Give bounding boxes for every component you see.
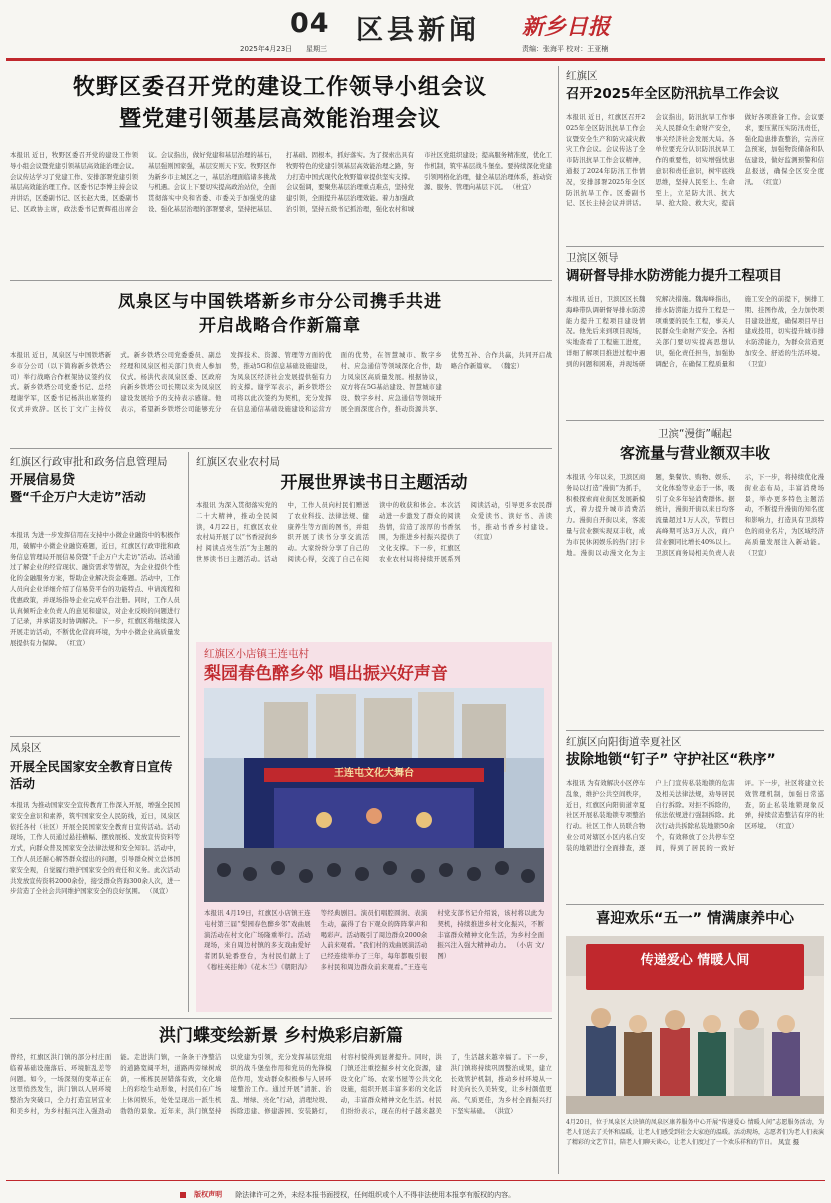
manzhan-title: 客流量与营业额双丰收 <box>619 444 770 462</box>
lock-body-text: 本报讯 为有效解决小区停车乱象，维护公共空间秩序，近日，红旗区向阳街道幸夏社区开展私装地锁专项整治行动。社区工作人员联合物业公司对辖区小区内私自安装的地锁进行全面排查，逐户上门宣传私装地锁的危害及相关法律法规，劝导居民自行拆除。对拒不拆除的，依法依规进行强制拆除。此次行动共拆除私装地锁50余个，有效释放了公共停车空间，得到了居民的一致好评。下一步，社区将建立长效管理机制，加强日常巡查，防止私装地锁现象反弹，持续营造整洁有序的社区环境。 <box>566 779 824 852</box>
manzhan-byline: （卫宣） <box>744 548 771 557</box>
drainage-body-text: 本报讯 近日，卫滨区区长魏海峰带队调研督导排水防涝能力提升工程项目建设情况。他先后来到项目现场，实地查看了工程施工进度，详细了解项目推进过程中遇到的问题和困难，并现场研究解决措施。魏海峰指出，排水防涝能力提升工程是一项重要的民生工程，事关人民群众生命财产安全。各相关部门要切实提高思想认识，强化责任担当，加强协调配合，在确保工程质量和施工安全的前提下，倒排工期、挂图作战，全力加快项目建设进度，确保项目早日建成投用，切实提升城市排水防涝能力，为群众营造更加安全、舒适的生活环境。 <box>566 295 824 368</box>
reading-title: 开展世界读书日主题活动 <box>280 473 468 493</box>
lock-body <box>566 778 824 900</box>
security-byline: （凤宣） <box>146 887 172 896</box>
page-header <box>0 0 831 62</box>
fengquan-byline: （魏宏） <box>497 361 524 370</box>
lock-byline: （红宣） <box>772 822 798 831</box>
security-body <box>10 800 180 1012</box>
header-rule <box>6 58 825 61</box>
header-date: 2025年4月23日 <box>240 45 293 53</box>
reading-body-text: 本报讯 为深入贯彻落实党的二十大精神，推动全民阅读，4月22日，红旗区农业农村局开展了以“书香浸润乡村 阅读点亮生活”为主题的世界读书日主题活动。活动中，工作人员向村民们赠送了农业科技、法律法规、健康养生等方面的图书，并组织开展了读书分享交流活动。大家纷纷分享了自己的阅读心得，交流了自己在阅读中的收获和体会。本次活动进一步激发了群众的阅读热情，营造了浓厚的书香氛围，为推进乡村振兴提供了文化支撑。下一步，红旗区农业农村局将持续开展系列阅读活动，引导更多农民群众爱读书、读好书、善读书，推动书香乡村建设。 <box>196 501 552 563</box>
wuyi-caption-text: 4月20日，位于凤泉区大块镇的凤泉区康养服务中心开展“传递爱心 情暖人间”志愿服务活动，为老人们送去了关怀和温暖，让老人们感受到社会大家庭的温暖。活动现场，志愿者们为老人们表演了精彩的文艺节目，陪老人们聊天谈心，让老人们度过了一个欢乐祥和的节日。 <box>566 1119 824 1146</box>
flood-heading <box>566 70 824 103</box>
divider <box>566 730 824 731</box>
opera-title: 梨园春色醉乡邻 唱出振兴好声音 <box>204 664 448 684</box>
column-divider <box>188 452 189 1012</box>
hongqi-credit-title-line1: 开展信易贷 <box>10 473 76 488</box>
reading-kicker: 红旗区农业农村局 <box>196 456 280 468</box>
drainage-kicker: 卫滨区领导 <box>566 252 619 264</box>
hongmen-title: 洪门蝶变绘新景 乡村焕彩启新篇 <box>159 1026 403 1046</box>
wuyi-photo <box>566 936 824 1114</box>
drainage-byline: （卫宣） <box>744 359 771 368</box>
footer <box>180 1184 820 1198</box>
hongmen-byline: （洪宣） <box>491 1106 517 1115</box>
hongmen-body-text: 曾经，红旗区洪门镇的部分村庄面临着基础设施落后、环境脏乱差等问题。如今，一场深刻的变革正在这里悄然发生，洪门镇以人居环境整治为突破口，全力打造宜居宜业和美乡村，为乡村振兴注入强劲动能。走进洪门镇，一条条干净整洁的道路宽阔平坦，道路两旁绿树成荫，一栋栋民居错落有致，文化墙上的彩绘生动形象，村民们在广场上休闲娱乐，处处呈现出一派生机勃勃的景象。近年来，洪门镇坚持以党建为引领，充分发挥基层党组织的战斗堡垒作用和党员的先锋模范作用，发动群众积极参与人居环境整治工作。通过开展“清脏、治乱、增绿、亮化”行动，清理垃圾、拆除违建、修建游园、安装路灯，村容村貌得到显著提升。同时，洪门镇还注重挖掘乡村文化资源，建设文化广场、农家书屋等公共文化设施，组织开展丰富多彩的文化活动，丰富群众精神文化生活。村民们纷纷表示，现在的村子越来越美了，生活越来越幸福了。下一步，洪门镇将持续巩固整治成果，建立长效管护机制，推动乡村环境从一时美向长久美转变，让乡村颜值更高、气质更佳，为乡村全面振兴打下坚实基础。 <box>10 1053 552 1115</box>
reading-body <box>196 500 552 636</box>
hongqi-credit-body <box>10 530 180 730</box>
manzhan-body-text: 本报讯 今年以来，卫滨区商务局以打造“漫街”为抓手，积极探索商业街区发展新模式，着力提升城市消费活力。漫街自开街以来，客流量与营业额实现双丰收，成为市民休闲娱乐的热门打卡地。漫街以动漫文化为主题，集餐饮、购物、娱乐、文化体验等业态于一体，吸引了众多年轻消费群体。据统计，漫街开街以来日均客流量超过1万人次，节假日高峰期可达3万人次，商户营业额同比增长40%以上。卫滨区商务局相关负责人表示，下一步，将持续优化漫街业态布局，丰富消费场景，举办更多特色主题活动，不断提升漫街的知名度和影响力，打造具有卫滨特色的商业名片，为区域经济高质量发展注入新动能。 <box>566 473 824 557</box>
lock-kicker: 红旗区向阳街道幸夏社区 <box>566 736 682 748</box>
footer-label: 版权声明 <box>194 1190 223 1199</box>
newspaper-logo: 新乡日报 <box>522 14 611 40</box>
divider <box>566 246 824 247</box>
fengquan-headline-line2: 开启战略合作新篇章 <box>199 316 361 336</box>
drainage-title: 调研督导排水防涝能力提升工程项目 <box>566 268 782 284</box>
divider <box>10 448 552 449</box>
divider <box>10 280 552 281</box>
wuyi-title: 喜迎欢乐“五一” 情满康养中心 <box>595 911 795 927</box>
manzhan-body <box>566 472 824 724</box>
opera-kicker: 红旗区小店镇王连屯村 <box>204 648 309 660</box>
opera-stage-image <box>204 688 544 902</box>
opera-byline: （小店 文/图） <box>437 941 544 961</box>
security-title: 开展全民国家安全教育日宣传活动 <box>10 759 173 791</box>
muye-headline <box>10 72 550 136</box>
page-number: 04 <box>290 8 330 39</box>
hongqi-credit-title-line2: 暨“千企万户大走访”活动 <box>10 490 146 504</box>
divider <box>10 1018 552 1019</box>
security-kicker: 凤泉区 <box>10 742 42 754</box>
hongqi-credit-body-text: 本报讯 为进一步发挥信用在支持中小微企业融资中的积极作用，破解中小微企业融资难题，近日，红旗区行政审批和政务信息管理局开展信易贷暨“千企万户大走访”活动。活动通过了解企业的经营现状、融资需求等情况，为企业提供个性化的金融服务方案，帮助企业解决资金难题。活动中，工作人员向企业详细介绍了信易贷平台的功能特点、申请流程和优惠政策，并现场指导企业完成平台注册。同时，工作人员认真倾听企业负责人的意见和建议，对企业反映的问题进行了记录，并承诺及时协调解决。下一步，红旗区将继续深入开展走访活动，不断优化营商环境，为中小微企业高质量发展提供有力保障。 <box>10 531 180 647</box>
fengquan-headline-line1: 凤泉区与中国铁塔新乡市分公司携手共进 <box>118 292 442 312</box>
footer-marker <box>180 1192 186 1198</box>
flood-title: 召开2025年全区防汛抗旱工作会议 <box>566 86 780 102</box>
security-heading <box>10 742 180 792</box>
opera-photo <box>204 688 544 902</box>
care-center-banner: 传递爱心 情暖人间 <box>640 953 750 968</box>
reading-byline: （红宣） <box>470 533 497 542</box>
header-weekday: 星期三 <box>306 45 327 53</box>
wuyi-caption <box>566 1118 824 1174</box>
reading-heading <box>196 456 552 494</box>
muye-headline-line2: 暨党建引领基层高效能治理会议 <box>118 107 441 132</box>
footer-text: 除法律许可之外，未经本报书面授权，任何组织或个人不得非法使用本报享有版权的内容。 <box>235 1190 516 1199</box>
muye-byline: （杜宜） <box>509 183 535 192</box>
flood-kicker: 红旗区 <box>566 70 598 82</box>
footer-rule <box>6 1180 825 1181</box>
fengquan-body <box>10 350 552 440</box>
divider <box>566 904 824 905</box>
flood-body <box>566 112 824 242</box>
manzhan-kicker: 卫滨“漫街”崛起 <box>658 428 732 440</box>
wuyi-byline: 凤宣 摄 <box>777 1137 800 1146</box>
flood-byline: （红宣） <box>759 177 786 186</box>
muye-body <box>10 150 552 270</box>
opera-body <box>204 908 544 1006</box>
divider <box>10 736 180 737</box>
lock-heading <box>566 736 824 770</box>
section-title: 区县新闻 <box>356 15 480 46</box>
hongqi-credit-heading <box>10 456 180 505</box>
muye-headline-line1: 牧野区委召开党的建设工作领导小组会议 <box>72 75 487 100</box>
divider <box>566 420 824 421</box>
hongmen-body <box>10 1052 552 1174</box>
opera-stage-banner: 王连屯文化大舞台 <box>334 768 414 779</box>
drainage-body <box>566 294 824 414</box>
editors-line: 责编：张海平 校对：王亚楠 <box>522 45 609 53</box>
hongqi-credit-byline: （红宣） <box>63 638 89 647</box>
opera-heading <box>204 648 544 685</box>
security-body-text: 本报讯 为推动国家安全宣传教育工作深入开展，增强全民国家安全意识和素养，筑牢国家安全人民防线，近日，凤泉区依托各村（社区）开展全民国家安全教育日宣传活动。活动现场，工作人员通过悬挂横幅、摆放展板、发放宣传资料等方式，向群众普及国家安全法律法规和安全知识。活动中，工作人员还耐心解答群众提出的问题，引导群众树立总体国家安全观，自觉履行维护国家安全的责任和义务。此次活动共发放宣传资料2000余份，接受群众咨询300余人次，进一步营造了全社会共同维护国家安全的良好氛围。 <box>10 801 180 896</box>
drainage-heading <box>566 252 824 285</box>
fengquan-body-text: 本报讯 近日，凤泉区与中国铁塔新乡市分公司（以下简称新乡铁塔公司）举行战略合作框架协议签约仪式。新乡铁塔公司党委书记、总经理谢学军，区委书记杨洪出席签约仪式并致辞。区长丁文广主持仪式。新乡铁塔公司党委委员、副总经理和凤泉区相关部门负责人参加仪式。杨洪代表凤泉区委、区政府向新乡铁塔公司长期以来为凤泉区建设发展给予的支持表示感谢。他表示，希望新乡铁塔公司能够充分发挥技术、资源、管理等方面的优势，推动5G和信息基础设施建设，为凤泉区经济社会发展提供强有力的支撑。谢学军表示，新乡铁塔公司将以此次签约为契机，充分发挥在信息通信基础设施建设和运营方面的优势，在智慧城市、数字乡村、应急通信等领域深化合作，助力凤泉区高质量发展。根据协议，双方将在5G基站建设、智慧城市建设、数字乡村、应急通信等领域开展全面深度合作，推动资源共享、优势互补、合作共赢，共同开启战略合作新篇章。 <box>10 351 552 413</box>
fengquan-headline <box>10 290 550 338</box>
flood-body-text: 本报讯 近日，红旗区召开2025年全区防汛抗旱工作会议暨安全生产和防灾减灾救灾工作会议。会议传达了全市防汛抗旱工作会议精神，通报了2024年防汛工作情况，安排部署2025年全区防汛抗旱工作。区委副书记、区长主持会议并讲话。会议指出，防汛抗旱工作事关人民群众生命财产安全，事关经济社会发展大局。各单位要充分认识防汛抗旱工作的重要性，切实增强忧患意识和责任意识，树牢底线思维，坚持人民至上、生命至上，立足防大汛、抗大旱、抢大险、救大灾，提前做好各项准备工作。会议要求，要压紧压实防汛责任，强化隐患排查整治，完善应急预案，加强物资储备和队伍建设，做好监测预警和信息报送，确保全区安全度汛。 <box>566 113 824 208</box>
muye-body-text: 本报讯 近日，牧野区委召开党的建设工作领导小组会议暨党建引领基层高效能治理会议。会议传达学习了党建工作、安排部署党建引领基层高效能治理工作。区委书记李博主持会议并讲话，区委副书记、区长赵大勇，区委副书记、区政协主席，政法委书记贾辉祖出席会议。会议指出，做好党建和基层治理的基石，基层强则国家强，基层安则天下安。牧野区作为新乡市主城区之一，基层治理面临诸多挑战与机遇。会议上下要切实提高政治站位，全面贯彻落实中央和省委、市委关于加强党的建设、强化基层治理的部署要求，坚持把基层、打基础、固根本，抓好落实。为了探索出具有牧野特色的党建引领基层高效能治理之路，努力打造中国式现代化牧野篇章提供坚实支撑。会议强调，要聚焦基层治理重点难点，坚持党建引领，全面提升基层治理效能。着力加强政治引领，坚持五级书记抓治理，强化农村和城市社区党组织建设；提高服务精准度，优化工作机制，筑牢基层战斗堡垒。要持续深化党建引领网格化治理，健全基层治理体系，推动资源、服务、管理向基层下沉。 <box>10 151 552 213</box>
opera-body-text: 本报讯 4月19日，红旗区小店镇王连屯村第三届“梨园春色醉乡邻”戏曲展演活动在村文化广场隆重举行。活动现场，来自周边村镇的多支戏曲爱好者团队轮番登台，为村民们献上了《穆桂英挂帅》《花木兰》《朝阳沟》等经典剧目。演员们唱腔圆润、表演生动，赢得了台下观众的阵阵掌声和喝彩声。活动吸引了周边群众2000余人前来观看。“我们村的戏曲展演活动已经连续举办了三年，每年都吸引很多村民和周边群众前来观看。”王连屯村党支部书记介绍说，该村将以此为契机，持续推进乡村文化振兴，不断丰富群众精神文化生活，为乡村全面振兴注入强大精神动力。 <box>204 909 544 971</box>
right-column-divider <box>558 66 559 1174</box>
manzhan-heading <box>566 428 824 463</box>
hongqi-credit-kicker: 红旗区行政审批和政务信息管理局 <box>10 456 168 468</box>
lock-title: 拔除地锁“钉子” 守护社区“秩序” <box>566 752 776 768</box>
